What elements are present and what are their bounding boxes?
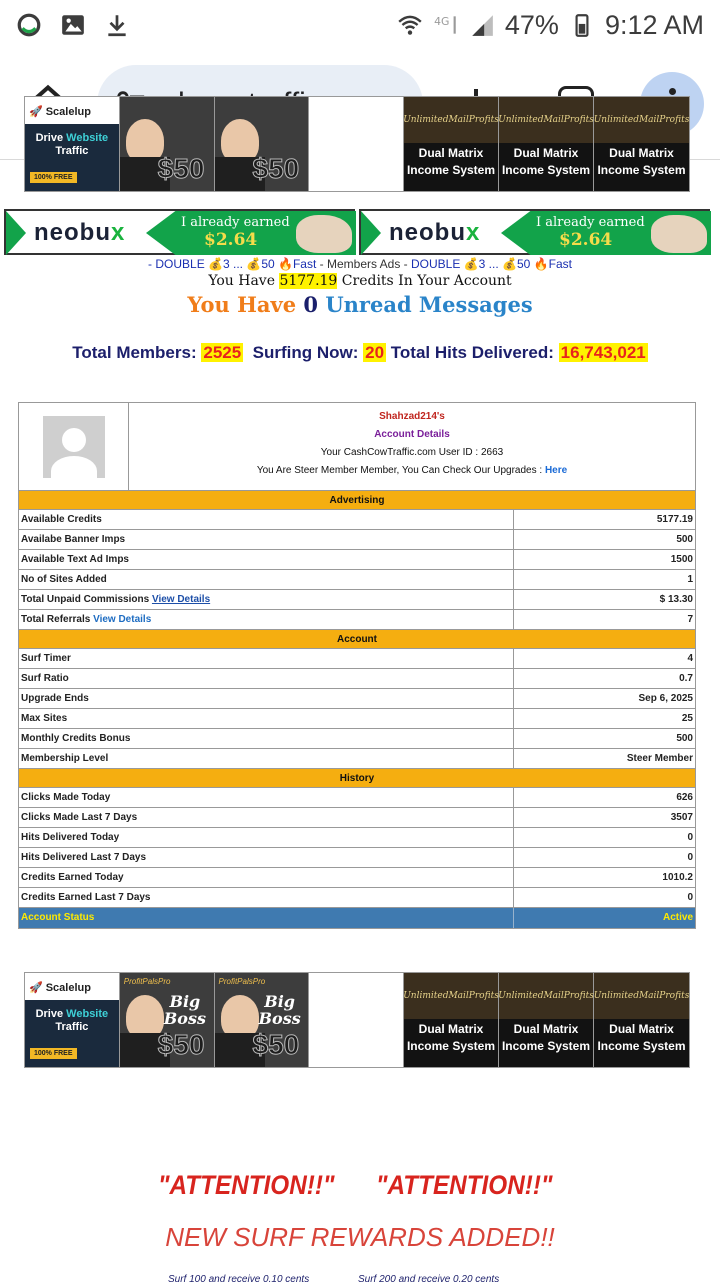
table-row: Available Credits 5177.19 [19, 510, 695, 530]
coin-icon: 💰 [208, 257, 223, 271]
section-account: Account [19, 630, 695, 649]
table-row: Total Unpaid Commissions View Details $ 13.30 [19, 590, 695, 610]
banner-strip-bottom [24, 972, 690, 1068]
rocket-icon: 🚀 [29, 106, 43, 118]
download-icon [104, 12, 130, 38]
username: Shahzad214's [379, 411, 445, 422]
account-header [19, 403, 695, 491]
table-row: Availabe Banner Imps 500 [19, 530, 695, 550]
table-row: Monthly Credits Bonus 500 [19, 729, 695, 749]
banner-strip-top [24, 96, 690, 192]
credits-line: You Have 5177.19 Credits In Your Account [208, 273, 512, 289]
neobux-banner[interactable]: neobux I already earned $2.64 [4, 209, 355, 255]
broken-image-banner[interactable] [309, 973, 404, 1067]
neobux-banners [4, 209, 710, 255]
table-row: Surf Ratio 0.7 [19, 669, 695, 689]
table-row: Upgrade Ends Sep 6, 2025 [19, 689, 695, 709]
bigboss-banner[interactable]: $50 [120, 97, 215, 191]
coin-icon: 💰 [502, 257, 517, 271]
table-row: Credits Earned Today 1010.2 [19, 868, 695, 888]
bigboss-banner[interactable]: ProfitPalsPro Big Boss $50 [120, 973, 215, 1067]
coin-icon: 💰 [246, 257, 262, 271]
umail-banner[interactable]: UnlimitedMailProfits Dual Matrix Income System [404, 973, 499, 1067]
table-row: Total Referrals View Details 7 [19, 610, 695, 630]
bigboss-banner[interactable]: ProfitPalsPro Big Boss $50 [215, 973, 310, 1067]
wifi-icon [397, 12, 423, 38]
new-surf-rewards-heading: NEW SURF REWARDS ADDED!! [165, 1222, 555, 1252]
scaleup-banner[interactable]: 🚀 Scalelup Drive Website Traffic 100% FREE [25, 97, 120, 191]
site-totals: Total Members: 2525 Surfing Now: 20 Total Hits Delivered: 16,743,021 [72, 343, 646, 362]
table-row: No of Sites Added 1 [19, 570, 695, 590]
account-status-row: Account Status Active [19, 908, 695, 928]
bigboss-banner[interactable]: $50 [215, 97, 310, 191]
attention-heading: "ATTENTION!!" [158, 1170, 335, 1200]
surf-reward-text: Surf 200 and receive 0.20 cents [358, 1274, 500, 1285]
svg-text:4G: 4G [433, 15, 450, 28]
umail-banner[interactable]: UnlimitedMailProfits Dual Matrix Income System [404, 97, 499, 191]
umail-banner[interactable]: UnlimitedMailProfits Dual Matrix Income System [594, 97, 689, 191]
member-line: You Are Steer Member Member, You Can Check Our Upgrades : [256, 465, 543, 476]
clock: 9:12 AM [604, 9, 704, 40]
neobux-banner[interactable]: neobux I already earned $2.64 [359, 209, 710, 255]
network-icon [433, 12, 459, 38]
section-history: History [19, 769, 695, 788]
image-icon [60, 12, 86, 38]
rocket-icon: 🚀 [29, 982, 43, 994]
upgrades-here-link[interactable]: Here [544, 465, 568, 476]
umail-banner[interactable]: UnlimitedMailProfits Dual Matrix Income System [499, 973, 594, 1067]
battery-icon [569, 12, 595, 38]
web-page [0, 105, 720, 1285]
commissions-view-details-link[interactable]: View Details [151, 594, 211, 605]
app-notification-icon [16, 12, 42, 38]
surf-reward-text: Surf 100 and receive 0.10 cents [168, 1274, 310, 1285]
umail-banner[interactable]: UnlimitedMailProfits Dual Matrix Income System [499, 97, 594, 191]
referrals-view-details-link[interactable]: View Details [93, 614, 152, 625]
table-row: Clicks Made Today 626 [19, 788, 695, 808]
members-ads-line: - DOUBLE 💰3 ... 💰50 🔥Fast - Members Ads - DOUBLE 💰3 ... 💰50 🔥Fast [148, 257, 572, 271]
fire-icon: 🔥 [278, 257, 293, 271]
account-details-title: Account Details [374, 429, 450, 440]
coin-icon: 💰 [463, 257, 479, 271]
account-table [18, 402, 696, 929]
avatar [43, 416, 105, 478]
empty-banner[interactable] [309, 97, 404, 191]
table-row: Max Sites 25 [19, 709, 695, 729]
hand-mouse-icon [651, 215, 707, 253]
hand-mouse-icon [296, 215, 352, 253]
scaleup-banner[interactable]: 🚀 Scalelup Drive Website Traffic 100% FREE [25, 973, 120, 1067]
section-advertising: Advertising [19, 491, 695, 510]
table-row: Credits Earned Last 7 Days 0 [19, 888, 695, 908]
table-row: Hits Delivered Today 0 [19, 828, 695, 848]
attention-heading: "ATTENTION!!" [376, 1170, 553, 1200]
signal-icon [469, 12, 495, 38]
umail-banner[interactable]: UnlimitedMailProfits Dual Matrix Income System [594, 973, 689, 1067]
table-row: Clicks Made Last 7 Days 3507 [19, 808, 695, 828]
user-id-line: Your CashCowTraffic.com User ID : 2663 [320, 447, 504, 458]
table-row: Available Text Ad Imps 1500 [19, 550, 695, 570]
table-row: Surf Timer 4 [19, 649, 695, 669]
status-badge: Active [662, 912, 693, 923]
status-bar [0, 0, 720, 50]
messages-line[interactable]: You Have 0 Unread Messages [187, 292, 533, 317]
table-row: Membership Level Steer Member [19, 749, 695, 769]
battery-percent: 47% [504, 9, 559, 40]
table-row: Hits Delivered Last 7 Days 0 [19, 848, 695, 868]
fire-icon: 🔥 [533, 257, 549, 271]
